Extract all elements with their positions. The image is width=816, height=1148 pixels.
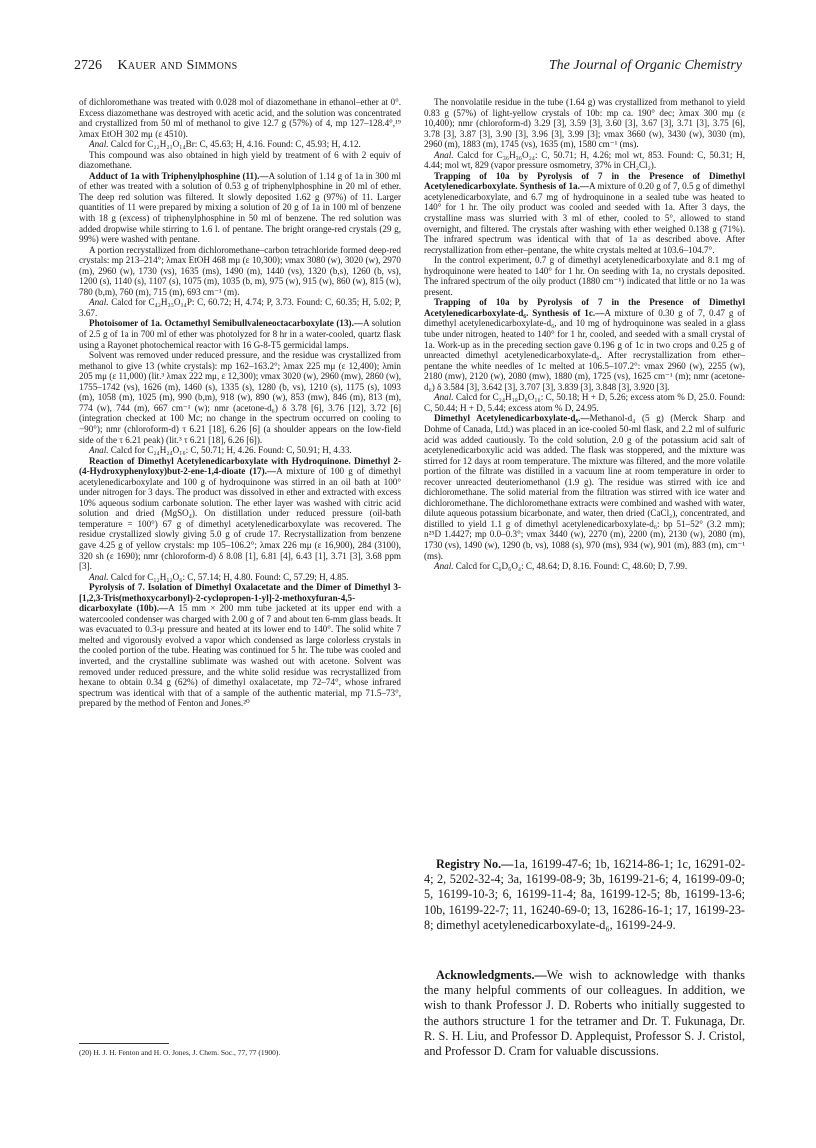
paragraph-text: Calcd for C₄₂H₃₅O₁₄P: C, 60.72; H, 4.74; P, 3.73. Found: C, 60.35; H, 5.02; P, 3.67.	[79, 297, 401, 318]
left-column-paragraph	[79, 572, 401, 583]
footnote: (20) H. J. H. Fenton and H. O. Jones, J. Chem. Soc., 77, 77 (1900).	[79, 1048, 281, 1057]
right-column-paragraph	[424, 150, 745, 171]
left-column-paragraph	[79, 245, 401, 298]
registry-text: 1a, 16199-47-6; 1b, 16214-86-1; 1c, 16291-02-4; 2, 5202-32-4; 3a, 16199-08-9; 3b, 16199-21-6; 4, 16199-09-0; 5, 16199-10-3; 6, 16199-11-4; 8a, 16199-12-5; 8b, 16199-13-6; 10b, 16199-22-7; 11, 16240-69-0; 13, 16286-16-1; 17, 16199-23-8; dimethyl acetylenedicarboxylate-d₆, 16199-24-9.	[424, 857, 745, 932]
running-header	[74, 58, 742, 78]
left-column-paragraph	[79, 456, 401, 572]
paragraph-text: A solution of 2.5 g of 1a in 700 ml of ether was photolyzed for 8 hr in a water-cooled, quartz flask using a Rayonet photochemical reactor with 16 G-8-T5 germicidal lamps.	[79, 318, 401, 350]
right-column-paragraph	[424, 297, 745, 392]
left-column-paragraph	[79, 97, 401, 139]
left-column-paragraph	[79, 150, 401, 171]
acknowledgments-label: Acknowledgments.—	[436, 968, 547, 982]
paragraph-text: This compound was also obtained in high yield by treatment of 6 with 2 equiv of diazomethane.	[79, 149, 401, 171]
paragraph-text: A 15 mm × 200 mm tube jacketed at its upper end with a watercooled condenser was charged with 2.00 g of 7 and about ten 6-mm glass beads. It was evacuated to 0.3-μ pressure and heated at its lower end to 140°. The solid white 7 melted and vigorously evolved a vapor which condensed as large colorless crystals in the cooled portion of the tube. Heating was continued for 5 hr. The tube was cooled and inverted, and the crystalline sublimate was washed out with acetone. Solvent was removed under reduced pressure, and the white solid residue was recrystallized from hexane to obtain 0.34 g (62%) of dimethyl oxalacetate, mp 72–74°, whose infrared spectrum was identical with that of a sample of the authentic material, mp 71.5–73°, prepared by the method of Fenton and Jones.²⁰	[79, 603, 402, 709]
left-column	[79, 97, 401, 709]
paragraph-heading: Dimethyl Acetylenedicarboxylate-d₆.—	[434, 413, 590, 424]
paragraph-text: A portion recrystallized from dichloromethane–carbon tetrachloride formed deep-red crystals: mp 213–214°; λmax EtOH 468 mμ (ε 10,300); νmax 3080 (w), 3020 (w), 2970 (m), 2960 (w), 1730 (vs), 1635 (ms), 1490 (m), 1440 (vs), 1320 (b,s), 1260 (b, vs), 1200 (s), 1140 (s), 1107 (s), 1075 (m), 1035 (b, m), 975 (w), 915 (w), 860 (w), 815 (w), 780 (b,m), 760 (m), 715 (m), 693 cm⁻¹ (m).	[79, 244, 401, 297]
paragraph-text: Calcd for C₂₄H₁₈D₆O₁₆: C, 50.18; H + D, 5.26; excess atom % D, 25.0. Found: C, 50.44; H + D, 5.44; excess atom % D, 24.95.	[424, 392, 746, 413]
paragraph-text: In the control experiment, 0.7 g of dimethyl acetylenedicarboxylate and 8.1 mg of hydroquinone were heated to 140° for 1 hr. On seeding with 1a, no crystals deposited. The infrared spectrum of the oily product (1880 cm⁻¹) indicated that little or no 1a was present.	[424, 255, 745, 297]
paragraph-text: Calcd for C₁₂H₁₂O₆: C, 57.14; H, 4.80. Found: C, 57.29; H, 4.85.	[110, 571, 349, 582]
paragraph-text: A solution of 1.14 g of 1a in 300 ml of ether was treated with a solution of 0.53 g of triphenylphosphine in 20 ml of ether. The deep red solution was filtered. It slowly deposited 1.62 g (97%) of 11. Larger quantities of 11 were prepared by mixing a solution of 20 g of 1a in 100 ml of benzene with 18 g (excess) of triphenylphosphine in 50 ml of benzene. The red solution was added dropwise while stirring to 1.6 l. of pentane. The bright orange-red crystals (29 g, 99%) were washed with pentane.	[79, 170, 401, 245]
left-column-paragraph	[79, 139, 401, 150]
paragraph-heading: Anal.	[434, 561, 454, 572]
paragraph-text: Solvent was removed under reduced pressure, and the residue was crystallized from methanol to give 13 (white crystals): mp 162–163.2°; λmax 225 mμ (ε 12,400); λmin 205 mμ (ε 11,000) (lit.³ λmax 222 mμ, ε 12,300); νmax 3020 (w), 2960 (mw), 2860 (w), 1755–1742 (vs), 1626 (m), 1460 (s), 1335 (s), 1280 (b, vs), 1210 (s), 1175 (s), 1093 (m), 1058 (m), 1025 (m), 990 (b,m), 918 (w), 890 (w), 853 (mw), 846 (m), 813 (m), 774 (w), 744 (m), 667 cm⁻¹ (w); nmr (acetone-d₆) δ 3.78 [6], 3.76 [12], 3.72 [6] (integration checked at 100 Mc; no change in the spectrum occurred on cooling to −90°); nmr (chloroform-d) τ 6.21 [18], 6.26 [6] (a shoulder appears on the low-field side of the τ 6.21 peak) (lit.³ τ 6.21 [18], 6.26 [6]).	[79, 350, 401, 445]
paragraph-heading: Anal.	[434, 392, 454, 403]
paragraph-text: Calcd for C₂₂H₂₁O₁₄Br: C, 45.63; H, 4.16. Found: C, 45.93; H, 4.12.	[110, 139, 361, 150]
registry-numbers	[424, 857, 745, 933]
left-column-paragraph	[79, 297, 401, 318]
right-column-paragraph	[424, 255, 745, 297]
running-authors: Kauer and Simmons	[117, 58, 238, 73]
paragraph-heading: Trapping of 10a by Pyrolysis of 7 in the Presence of Dimethyl Acetylenedicarboxylate-d₆. Synthesis of 1c.—	[424, 297, 745, 318]
left-column-paragraph	[79, 350, 401, 445]
paragraph-text: Calcd for C₆D₆O₄: C, 48.64; D, 8.16. Found: C, 48.60; D, 7.99.	[455, 561, 688, 572]
paragraph-text: Methanol-d₄ (5 g) (Merck Sharp and Dohme of Canada, Ltd.) was placed in an ice-cooled 50-ml flask, and 2.2 ml of sulfuric acid was added cautiously. To the cold solution, 2.0 g of the potassium acid salt of acetylenedicarboxylic acid was added. The flask was stoppered, and the mixture was stirred for 12 days at room temperature. The mixture was filtered, and the more volatile portion of the filtrate was distilled in a vacuum line at room temperature in order to recover unreacted deuteriomethanol (1.9 g). The residue was stirred with ice and dichloromethane. The solid material from the filtration was stirred with ice water and dichloromethane. The dichloromethane extracts were combined and washed with water, dilute aqueous potassium bicarbonate, and water, then dried (CaCl₂), concentrated, and distilled to yield 1.1 g of dimethyl acetylenedicarboxylate-d₆: bp 51–52° (3.2 mm); n²⁵D 1.4427; mp 0.0–0.3°; νmax 3440 (w), 2270 (m), 2200 (m), 2130 (w), 2080 (m), 1730 (vs), 1490 (w), 1290 (b, vs), 1088 (s), 970 (ms), 934 (w), 901 (m), 883 (m), cm⁻¹ (ms).	[424, 413, 745, 561]
right-column-paragraph	[424, 392, 745, 413]
paragraph-text: A mixture of 0.20 g of 7, 0.5 g of dimethyl acetylenedicarboxylate, and 6.7 mg of hydroquinone in a sealed tube was heated to 140° for 1 hr. The oily product was cooled and seeded with 1a. After 3 days, the crystalline mass was slurried with 3 ml of ether, cooled to 5°, allowed to stand overnight, and filtered. The crystals after washing with ether weighed 0.138 g (71%). The infrared spectrum was identical with that of 1a as described above. After recrystallization from ether–pentane, the white crystals melted at 103.6–104.7°.	[424, 181, 745, 255]
paragraph-heading: Anal.	[434, 149, 454, 160]
header-left	[74, 58, 238, 74]
right-column-paragraph	[424, 171, 745, 255]
page-number: 2726	[74, 58, 102, 73]
paragraph-heading: Anal.	[89, 445, 109, 456]
paragraph-heading: Pyrolysis of 7. Isolation of Dimethyl Oxalacetate and the Dimer of Dimethyl 3-[1,2,3-Tris(methoxycarbonyl)-2-cyclopropen-1-yl]-2-methoxyfuran-4,5-dicarboxylate (10b).—	[79, 582, 401, 614]
paragraph-heading: Anal.	[89, 571, 109, 582]
acknowledgments-text: We wish to acknowledge with thanks the many helpful comments of our colleagues. In addition, we wish to thank Professor J. D. Roberts who initially suggested to the authors structure 1 for the tetramer and Dr. T. Fukunaga, Dr. R. S. H. Liu, and Professor D. Applequist, Professor S. J. Cristol, and Professor D. Cram for valuable discussions.	[424, 968, 745, 1059]
left-column-paragraph	[79, 445, 401, 456]
left-column-paragraph	[79, 582, 401, 709]
paragraph-heading: Anal.	[89, 139, 109, 150]
journal-title: The Journal of Organic Chemistry	[548, 58, 742, 73]
right-column-paragraph	[424, 413, 745, 561]
left-column-paragraph	[79, 318, 401, 350]
paragraph-text: A mixture of 0.30 g of 7, 0.47 g of dimethyl acetylenedicarboxylate-d₆, and 10 mg of hydroquinone was sealed in a glass tube under nitrogen, heated to 140° for 1 hr, cooled, and seeded with a small crystal of 1a. Work-up as in the preceding section gave 0.196 g of 1c in two crops and 0.25 g of unreacted dimethyl acetylenedicarboxylate-d₆. After recrystallization from ether–pentane the white needles of 1c melted at 106.5–107.2°: νmax 2960 (w), 2255 (w), 2180 (mw), 2120 (w), 2080 (mw), 1880 (m), 1725 (vs), 1625 cm⁻¹ (m); nmr (acetone-d₆) δ 3.584 [3], 3.642 [3], 3.707 [3], 3.839 [3], 3.848 [3], 3.920 [3].	[424, 307, 745, 392]
paragraph-text: Calcd for C₂₄H₂₄O₁₆: C, 50.71; H, 4.26. Found: C, 50.91; H, 4.33.	[110, 445, 352, 456]
paragraph-heading: Reaction of Dimethyl Acetylenedicarboxylate with Hydroquinone. Dimethyl 2-(4-Hydroxyphenyloxy)but-2-ene-1,4-dioate (17).—	[79, 455, 401, 477]
paragraph-heading: Trapping of 10a by Pyrolysis of 7 in the Presence of Dimethyl Acetylenedicarboxylate. Synthesis of 1a.—	[424, 170, 745, 192]
footnote-divider	[79, 1043, 169, 1044]
left-column-paragraph	[79, 171, 401, 245]
paragraph-heading: Adduct of 1a with Triphenylphosphine (11).—	[89, 170, 269, 181]
acknowledgments	[424, 968, 745, 1059]
paragraph-heading: Anal.	[89, 297, 109, 308]
paragraph-text: of dichloromethane was treated with 0.028 mol of diazomethane in ethanol–ether at 0°. Excess diazomethane was destroyed with acetic acid, and the solution was concentrated and crystallized from 50 ml of methanol to give 12.7 g (57%) of 4, mp 127–128.4°,¹⁹ λmax EtOH 302 mμ (ε 4510).	[79, 97, 401, 139]
paragraph-text: The nonvolatile residue in the tube (1.64 g) was crystallized from methanol to yield 0.83 g (57%) of light-yellow crystals of 10b: mp ca. 190° dec; λmax 300 mμ (ε 10,400); nmr (chloroform-d) 3.29 [3], 3.59 [3], 3.60 [3], 3.67 [3], 3.71 [3], 3.75 [6], 3.78 [3], 3.87 [3], 3.90 [3], 3.96 [3], 3.99 [3]; νmax 3660 (w), 3430 (w), 3030 (m), 2960 (m), 1883 (m), 1745 (vs), 1635 (m), 1580 cm⁻¹ (ms).	[424, 97, 745, 150]
registry-label: Registry No.—	[436, 857, 514, 871]
paragraph-text: Calcd for C₃₆H₃₆O₂₄: C, 50.71; H, 4.26; mol wt, 853. Found: C, 50.31; H, 4.44; mol wt, 829 (vapor pressure osmometry, 37% in CH₂Cl₂).	[424, 149, 746, 171]
right-column	[424, 97, 745, 572]
paragraph-heading: Photoisomer of 1a. Octamethyl Semibullvaleneoctacarboxylate (13).—	[89, 318, 363, 329]
right-column-paragraph	[424, 97, 745, 150]
right-column-paragraph	[424, 561, 745, 572]
paragraph-text: A mixture of 100 g of dimethyl acetylenedicarboxylate and 100 g of hydroquinone was stirred in an oil bath at 100° under nitrogen for 3 days. The product was dissolved in ether and extracted with excess 10% aqueous sodium carbonate solution. The ether layer was washed with citric acid solution and dried (MgSO₄). On distillation under reduced pressure (oil-bath temperature = 100°) 67 g of dimethyl acetylenedicarboxylate was recovered. The residue crystallized slowly giving 5.0 g of crude 17. Recrystallization from benzene gave 4.25 g of yellow crystals: mp 105–106.2°; λmax 226 mμ (ε 16,900), 284 (3100), 320 sh (ε 1690); nmr (chloroform-d) δ 8.08 [1], 6.81 [4], 6.43 [1], 3.71 [3], 3.68 ppm [3].	[79, 466, 401, 572]
